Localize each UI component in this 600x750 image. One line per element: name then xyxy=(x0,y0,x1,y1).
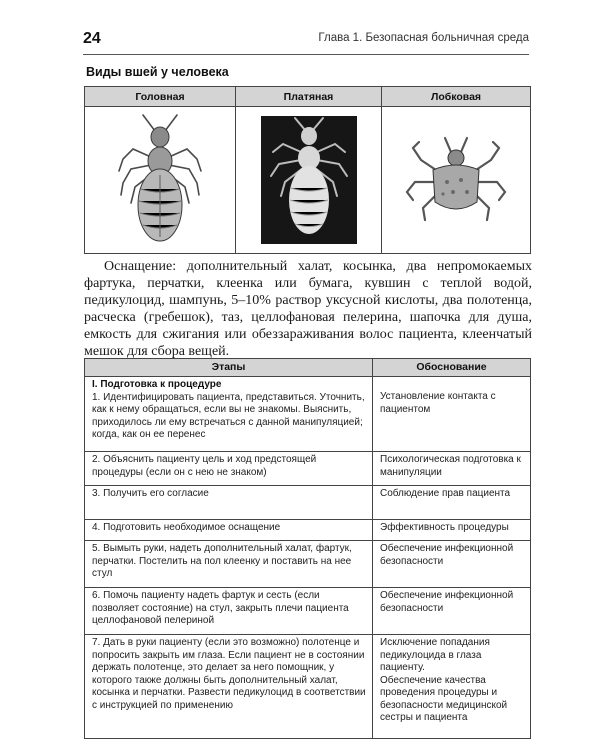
reason-text: Исключение попадания педикулоцида в глаза пациенту. Обеспечение качества проведения процедуры и безопасности медицинской сестры и пациента xyxy=(380,637,508,723)
table-row xyxy=(85,635,531,739)
head-louse-cell xyxy=(85,107,236,254)
chapter-title: Глава 1. Безопасная больничная среда xyxy=(318,32,529,44)
reason-cell xyxy=(373,635,531,739)
step-cell: 3. Получить его согласие xyxy=(85,486,373,520)
page-number: 24 xyxy=(83,30,101,47)
body-louse-image xyxy=(261,116,357,244)
lice-types-table xyxy=(84,86,531,254)
equipment-paragraph: Оснащение: дополнительный халат, косынка, два непромокаемых фартука, перчатки, клеенка или бумага, кувшин с теплой водой, педикулоцид, шампунь, 5–10% раствор уксусной кислоты, два полотенца, расческа (гребешок), таз, целлофановая пелерина, шапочка для душа, емкость для сжигания или обеззараживания волос пациента, клеенчатый мешок для сбора вещей. xyxy=(84,259,532,359)
reason-cell: Эффективность процедуры xyxy=(373,520,531,541)
reason-cell: Обеспечение инфекционной безопасности xyxy=(373,588,531,635)
head-louse-image xyxy=(115,113,205,248)
table-row xyxy=(85,486,531,520)
reason-cell: Обеспечение инфекционной безопасности xyxy=(373,541,531,588)
step-cell: 2. Объяснить пациенту цель и ход предстоящей процедуры (если он с нею не знаком) xyxy=(85,452,373,486)
reason-cell xyxy=(373,377,531,452)
table-row xyxy=(85,377,531,452)
step-cell: 5. Вымыть руки, надеть дополнительный халат, фартук, перчатки. Постелить на пол клеенку и поставить на нее стул xyxy=(85,541,373,588)
reason-text: Установление контакта с пациентом xyxy=(380,391,496,415)
reason-cell: Психологическая подготовка к манипуляции xyxy=(373,452,531,486)
steps-column-header: Этапы xyxy=(85,359,373,377)
reason-column-header: Обоснование xyxy=(373,359,531,377)
step-cell xyxy=(85,377,373,452)
column-body-louse: Платяная xyxy=(236,87,382,107)
reason-cell: Соблюдение прав пациента xyxy=(373,486,531,520)
step-cell: 7. Дать в руки пациенту (если это возможно) полотенце и попросить закрыть им глаза. Если пациент не в состоянии держать полотенце, это делает за него помощник, у которого также должны быть дополнительный халат, косынка и перчатки. Развести педикулоцид в соответствии с инструкцией по применению xyxy=(85,635,373,739)
section-title: Виды вшей у человека xyxy=(86,65,229,79)
procedure-steps-table xyxy=(84,358,531,739)
column-head-louse: Головная xyxy=(85,87,236,107)
column-pubic-louse: Лобковая xyxy=(382,87,531,107)
table-row xyxy=(85,520,531,541)
pubic-louse-cell xyxy=(382,107,531,254)
table-row xyxy=(85,452,531,486)
body-louse-cell xyxy=(236,107,382,254)
step-cell: 6. Помочь пациенту надеть фартук и сесть (если позволяет состояние) на стул, закрыть плечи пациента целлофановой пелериной xyxy=(85,588,373,635)
stage-title: I. Подготовка к процедуре xyxy=(92,379,222,390)
pubic-louse-image xyxy=(401,130,511,230)
table-row xyxy=(85,541,531,588)
step-text: 1. Идентифицировать пациента, представиться. Уточнить, как к нему обращаться, если вы не знакомы. Выяснить, приходилось ли ему встречаться с данной манипуляцией; когда, как он ее перенес xyxy=(92,391,365,440)
step-cell: 4. Подготовить необходимое оснащение xyxy=(85,520,373,541)
table-row xyxy=(85,588,531,635)
page-header xyxy=(83,30,529,55)
